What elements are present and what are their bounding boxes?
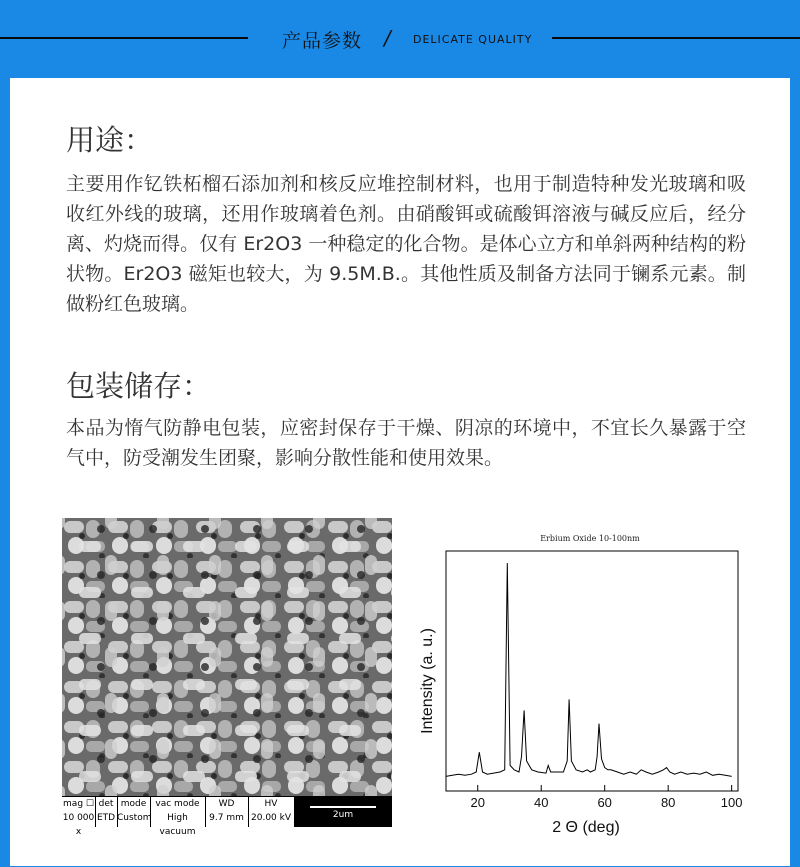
- sem-micrograph: [62, 518, 392, 837]
- chart-series-line: [446, 563, 732, 776]
- xrd-chart-svg: [414, 518, 774, 863]
- storage-text: 本品为惰气防静电包装，应密封保存于干燥、阴凉的环境中，不宜长久暴露于空气中，防受潮发生团聚，影响分散性能和使用效果。: [66, 417, 746, 469]
- sem-particles: [62, 518, 392, 796]
- sem-cell-vac-mode: vac mode High vacuum: [150, 797, 206, 827]
- chart-x-label: 2 Θ (deg): [552, 819, 620, 836]
- storage-title: 包装储存：: [66, 369, 212, 403]
- chart-title: Erbium Oxide 10-100nm: [540, 534, 640, 543]
- x-tick-label: 20: [470, 795, 485, 810]
- chart-plot-frame: [446, 551, 738, 791]
- header-line-right: [552, 37, 800, 39]
- section-header: [0, 0, 800, 78]
- sem-scale-bar: 2um: [294, 797, 392, 827]
- sem-cell-wd: WD 9.7 mm: [205, 797, 249, 827]
- header-title: 产品参数: [282, 30, 363, 52]
- x-tick-label: 100: [720, 795, 743, 810]
- sem-cell-hv: HV 20.00 kV: [248, 797, 295, 827]
- x-tick-label: 40: [533, 795, 549, 810]
- chart-x-ticks: [471, 785, 743, 810]
- header-slash: /: [384, 26, 391, 50]
- content-panel: [10, 78, 790, 866]
- x-tick-label: 80: [660, 795, 676, 810]
- header-line-left: [0, 37, 248, 39]
- sem-cell-mode: mode Custom: [117, 797, 151, 827]
- xrd-chart: [414, 518, 774, 863]
- sem-cell-mag: mag ☐ 10 000 x: [62, 799, 95, 837]
- sem-cell-det: det ETD: [95, 797, 118, 827]
- header-subtitle: DELICATE QUALITY: [413, 33, 533, 46]
- sem-info-bar: [62, 796, 392, 837]
- x-tick-label: 60: [597, 795, 612, 810]
- chart-y-label: Intensity (a. u.): [419, 628, 436, 734]
- usage-text: 主要用作钇铁柘榴石添加剂和核反应堆控制材料，也用于制造特种发光玻璃和吸收红外线的玻璃，还用作玻璃着色剂。由硝酸铒或硫酸铒溶液与碱反应后，经分离、灼烧而得。仅有 Er2O3 一种稳定的化合物。是体心立方和单斜两种结构的粉状物。Er2O3 磁矩也较大，为 9.5M.B.。其他性质及制备方法同于镧系元素。制做粉红色玻璃。: [66, 173, 746, 315]
- usage-title: 用途：: [66, 123, 154, 157]
